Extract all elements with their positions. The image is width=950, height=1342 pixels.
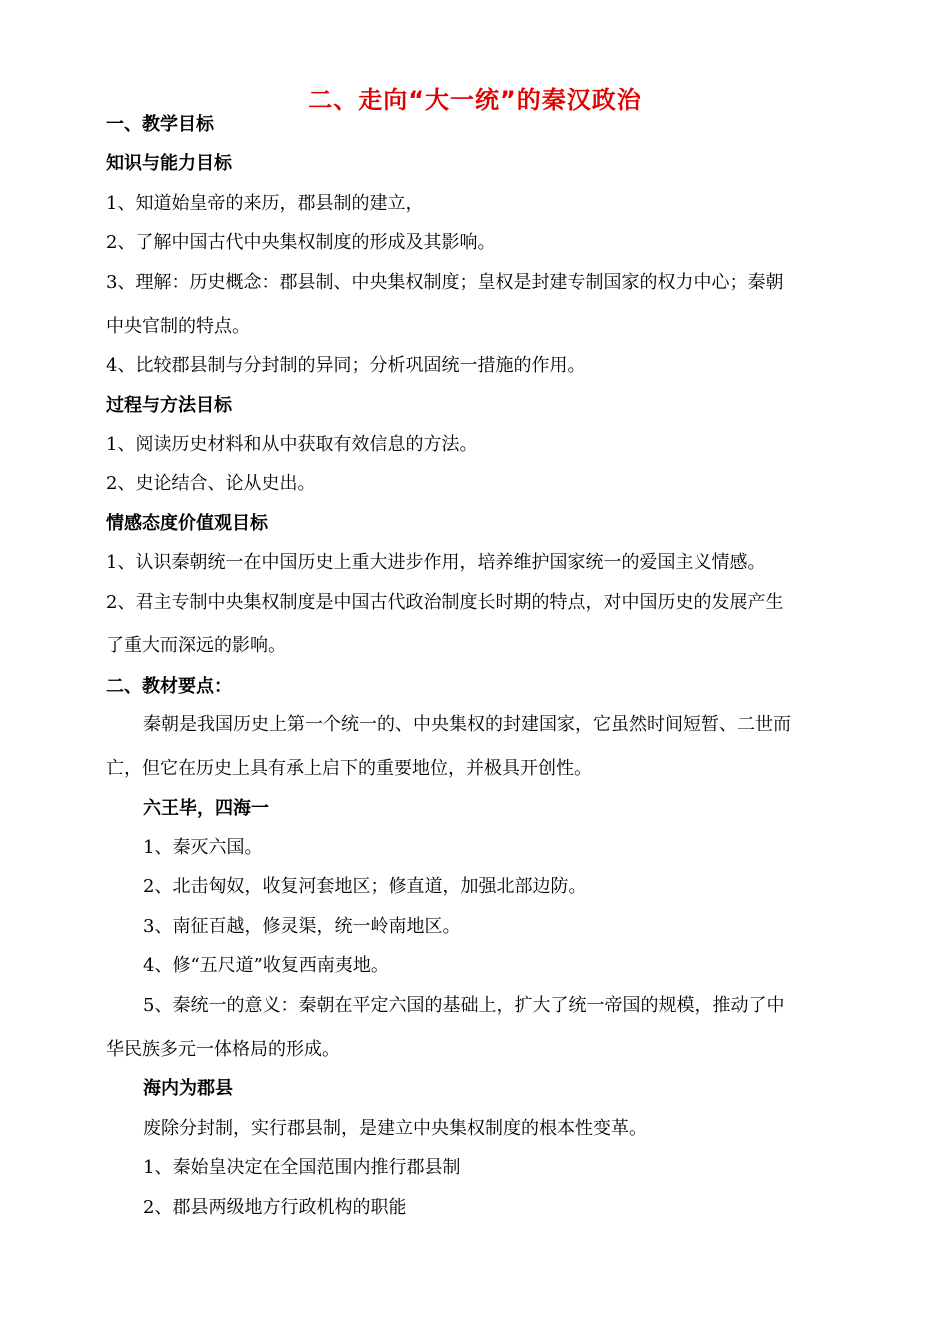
section-heading-teaching-goals: 一、教学目标 <box>106 114 214 135</box>
intro-paragraph-line-2: 亡，但它在历史上具有承上启下的重要地位，并极具开创性。 <box>106 758 592 779</box>
emotion-item-2-line-1: 2、君主专制中央集权制度是中国古代政治制度长时期的特点，对中国历史的发展产生 <box>106 592 784 613</box>
subheading-knowledge-goals: 知识与能力目标 <box>106 153 232 174</box>
counties-item-2: 2、郡县两级地方行政机构的职能 <box>143 1197 407 1218</box>
subheading-emotion-goals: 情感态度价值观目标 <box>106 513 268 534</box>
section-heading-textbook-points: 二、教材要点： <box>106 676 232 697</box>
subheading-unification: 六王毕，四海一 <box>143 798 269 819</box>
unify-item-5-line-2: 华民族多元一体格局的形成。 <box>106 1039 340 1060</box>
knowledge-item-4: 4、比较郡县制与分封制的异同；分析巩固统一措施的作用。 <box>106 355 586 376</box>
unify-item-1: 1、秦灭六国。 <box>143 837 263 858</box>
counties-item-1: 1、秦始皇决定在全国范围内推行郡县制 <box>143 1157 461 1178</box>
process-item-2: 2、史论结合、论从史出。 <box>106 473 316 494</box>
intro-paragraph-line-1: 秦朝是我国历史上第一个统一的、中央集权的封建国家，它虽然时间短暂、二世而 <box>143 714 791 735</box>
subheading-process-goals: 过程与方法目标 <box>106 395 232 416</box>
unify-item-5-line-1: 5、秦统一的意义：秦朝在平定六国的基础上，扩大了统一帝国的规模，推动了中 <box>143 995 785 1016</box>
unify-item-2: 2、北击匈奴，收复河套地区；修直道，加强北部边防。 <box>143 876 587 897</box>
knowledge-item-3-line-2: 中央官制的特点。 <box>106 316 250 337</box>
counties-lead: 废除分封制，实行郡县制，是建立中央集权制度的根本性变革。 <box>143 1118 647 1139</box>
page-title: 二、走向“大一统”的秦汉政治 <box>308 86 642 114</box>
subheading-counties: 海内为郡县 <box>143 1078 233 1099</box>
emotion-item-1: 1、认识秦朝统一在中国历史上重大进步作用，培养维护国家统一的爱国主义情感。 <box>106 552 766 573</box>
unify-item-3: 3、南征百越，修灵渠，统一岭南地区。 <box>143 916 461 937</box>
process-item-1: 1、阅读历史材料和从中获取有效信息的方法。 <box>106 434 478 455</box>
knowledge-item-3-line-1: 3、理解：历史概念：郡县制、中央集权制度；皇权是封建专制国家的权力中心；秦朝 <box>106 272 784 293</box>
unify-item-4: 4、修“五尺道”收复西南夷地。 <box>143 955 389 976</box>
emotion-item-2-line-2: 了重大而深远的影响。 <box>106 635 286 656</box>
knowledge-item-2: 2、了解中国古代中央集权制度的形成及其影响。 <box>106 232 496 253</box>
knowledge-item-1: 1、知道始皇帝的来历，郡县制的建立， <box>106 193 424 214</box>
